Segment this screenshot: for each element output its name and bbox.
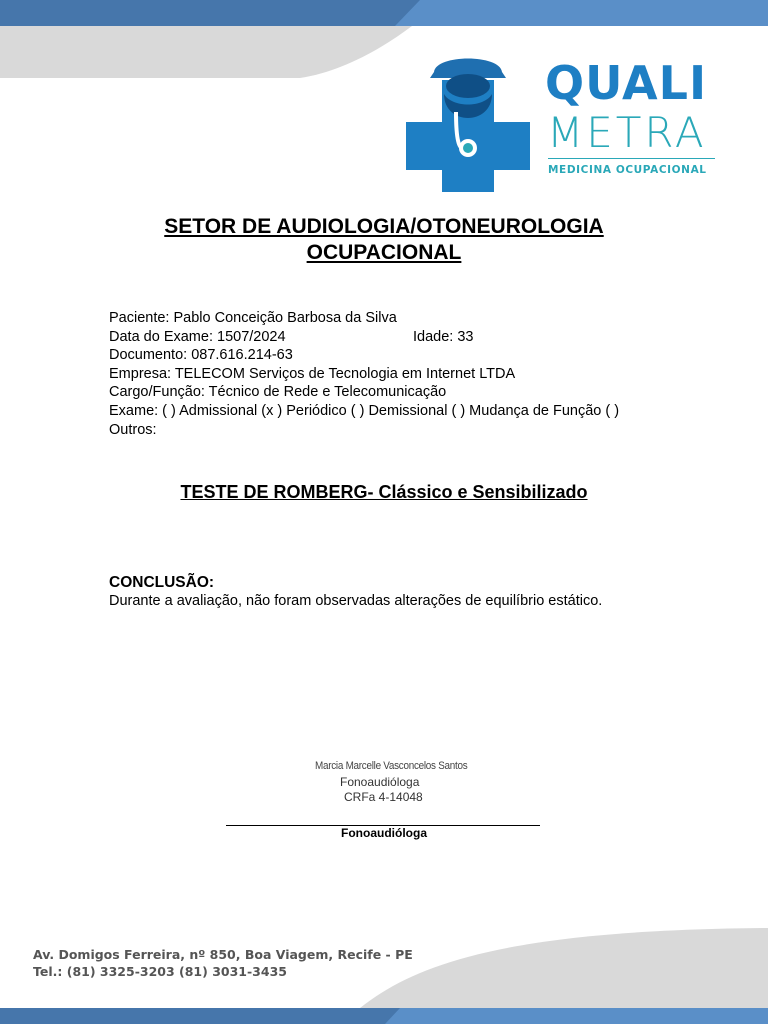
job-role: Cargo/Função: Técnico de Rede e Telecomunicação — [109, 384, 447, 401]
document-title-line1: SETOR DE AUDIOLOGIA/OTONEUROLOGIA — [164, 215, 604, 238]
signature-stamp-registry: CRFa 4-14048 — [344, 790, 423, 804]
patient-info — [109, 309, 619, 439]
exam-date-row — [109, 328, 619, 347]
footer-phones: Tel.: (81) 3325-3203 (81) 3031-3435 — [33, 964, 287, 979]
brand-name-line2: METRA — [547, 108, 707, 157]
brand-divider — [548, 158, 715, 159]
patient-name: Paciente: Pablo Conceição Barbosa da Silva — [109, 310, 397, 326]
patient-age: Idade: 33 — [413, 328, 474, 345]
conclusion-heading: CONCLUSÃO: — [109, 574, 215, 591]
doctor-cross-stethoscope-icon — [404, 50, 534, 192]
exam-date: Data do Exame: 1507/2024 — [109, 328, 286, 345]
brand-tagline: MEDICINA OCUPACIONAL — [548, 164, 707, 176]
footer-address: Av. Domigos Ferreira, nº 850, Boa Viagem, Recife - PE — [33, 947, 413, 962]
document-title — [0, 214, 768, 266]
test-title: TESTE DE ROMBERG- Clássico e Sensibilizado — [180, 482, 588, 502]
signature-stamp-name: Marcia Marcelle Vasconcelos Santos — [315, 760, 468, 772]
exam-type: Exame: ( ) Admissional (x ) Periódico ( ) Demissional ( ) Mudança de Função ( ) — [109, 402, 620, 419]
others: Outros: — [109, 421, 157, 438]
signature-stamp-role: Fonoaudióloga — [340, 775, 420, 789]
signature-label: Fonoaudióloga — [341, 826, 427, 840]
header-swoosh — [0, 26, 412, 78]
header-band-dark — [0, 0, 420, 26]
document-title-line2: OCUPACIONAL — [306, 241, 462, 264]
conclusion-text: Durante a avaliação, não foram observadas alterações de equilíbrio estático. — [109, 593, 603, 609]
brand-name-line1: QUALI — [545, 56, 708, 110]
company: Empresa: TELECOM Serviços de Tecnologia em Internet LTDA — [109, 365, 516, 382]
document-id: Documento: 087.616.214-63 — [109, 347, 293, 364]
footer-contact — [33, 946, 413, 980]
footer-band-dark — [0, 1008, 400, 1024]
footer-swoosh — [360, 928, 768, 1008]
